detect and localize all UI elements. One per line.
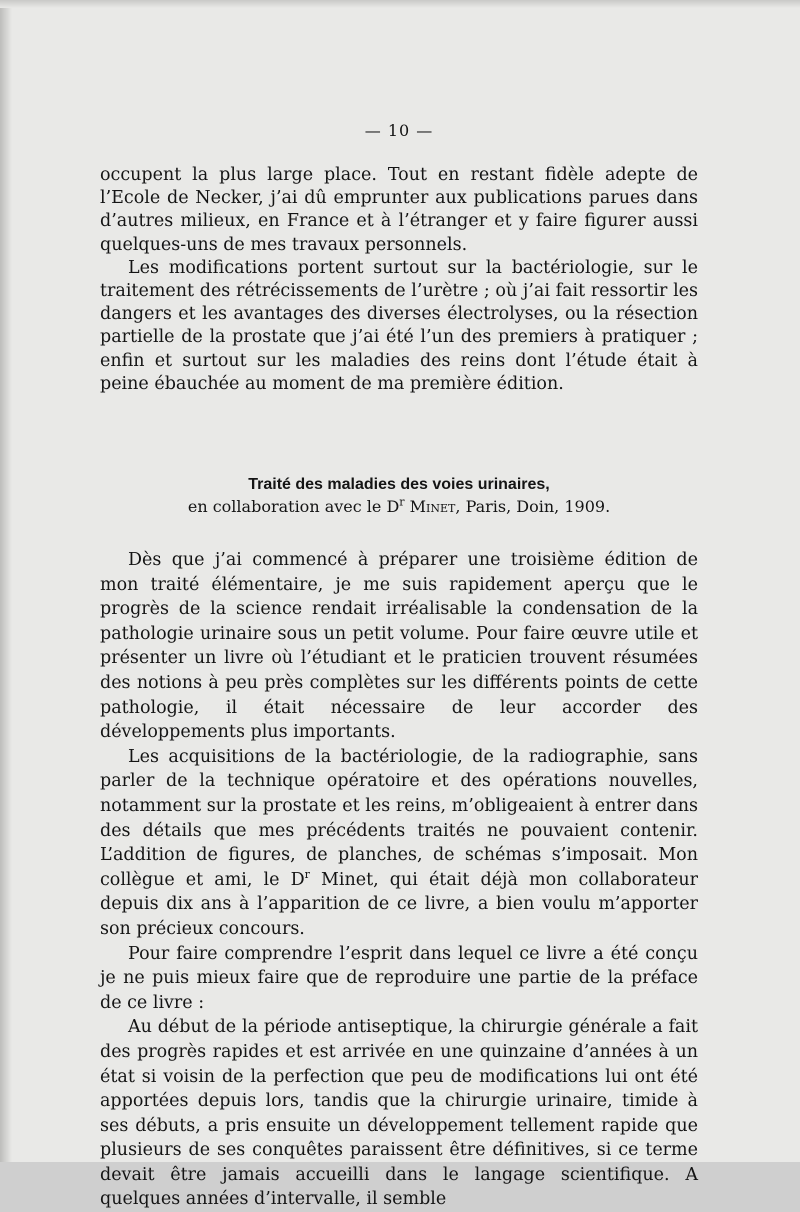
page-number: — 10 —: [364, 121, 434, 140]
page-content: [100, 118, 698, 1212]
scan-shadow-left: [0, 0, 12, 1162]
section-subtitle: [100, 496, 698, 518]
paragraph: Dès que j’ai commencé à préparer une troisième édition de mon traité élémentaire, je me suis rapidement aperçu que le progrès de la science rendait irréalisable la condensation de la pathologie urinaire sous un petit volume. Pour faire œuvre utile et présenter un livre où l’étudiant et le praticien trouvent résumées des notions à peu près complètes sur les différents points de cette pathologie, il était nécessaire de leur accorder des développements plus importants.: [100, 550, 698, 743]
section-spacer: [100, 396, 698, 474]
paragraph-text: Les acquisitions de la bactériologie, de la radiographie, sans parler de la technique opératoire et des opérations nouvelles, notamment sur la prostate et les reins, m’obligeaient à entrer dans des détails que mes précédents traités ne pouvaient contenir. L’addition de figures, de planches, de schémas s’imposait. Mon collègue et ami, le D: [100, 746, 698, 890]
subtitle-name: Minet: [409, 497, 456, 517]
paragraph: Au début de la période antiseptique, la chirurgie générale a fait des progrès rapides et est arrivée en une quinzaine d’années à un état si voisin de la perfection que peu de modifications lui ont été apportées depuis lors, tandis que la chirurgie urinaire, timide à ses débuts, a pris ensuite un développement tellement rapide que plusieurs de ses conquêtes paraissent être définitives, si ce terme devait être jamais accueilli dans le langage scientifique. A quelques années d’intervalle, il semble: [100, 1017, 698, 1210]
paragraph: Les modifications portent surtout sur la bactériologie, sur le traitement des rétrécissements de l’urètre ; où j’ai fait ressortir les dangers et les avantages des diverses électrolyses, ou la résection partielle de la prostate que j’ai été l’un des premiers à pratiquer ; enfin et surtout sur les maladies des reins dont l’étude était à peine ébauchée au moment de ma première édition.: [100, 257, 698, 394]
paragraph-sup: r: [304, 867, 310, 881]
paragraph: [100, 745, 698, 942]
subtitle-sup: r: [399, 495, 405, 509]
paragraph: Pour faire comprendre l’esprit dans lequel ce livre a été conçu je ne puis mieux faire que de reproduire une partie de la préface de ce livre :: [100, 943, 698, 1013]
subtitle-post: , Paris, Doin, 1909.: [455, 497, 611, 517]
paragraph-text-end: Minet, qui était déjà mon collaborateur depuis dix ans à l’apparition de ce livre, a bien voulu m’apporter son précieux concours.: [100, 869, 699, 939]
subtitle-pre: en collaboration avec le D: [187, 497, 400, 517]
section-traite: [100, 474, 698, 1212]
paragraph: occupent la plus large place. Tout en restant fidèle adepte de l’Ecole de Necker, j’ai dû emprunter aux publications parues dans d’autres milieux, en France et à l’étranger et y faire figurer aussi quelques-uns de mes travaux personnels.: [100, 165, 698, 255]
section-title: Traité des maladies des voies urinaires,: [248, 476, 550, 494]
scan-shadow-top: [0, 0, 800, 8]
section-continuation: [100, 164, 698, 396]
